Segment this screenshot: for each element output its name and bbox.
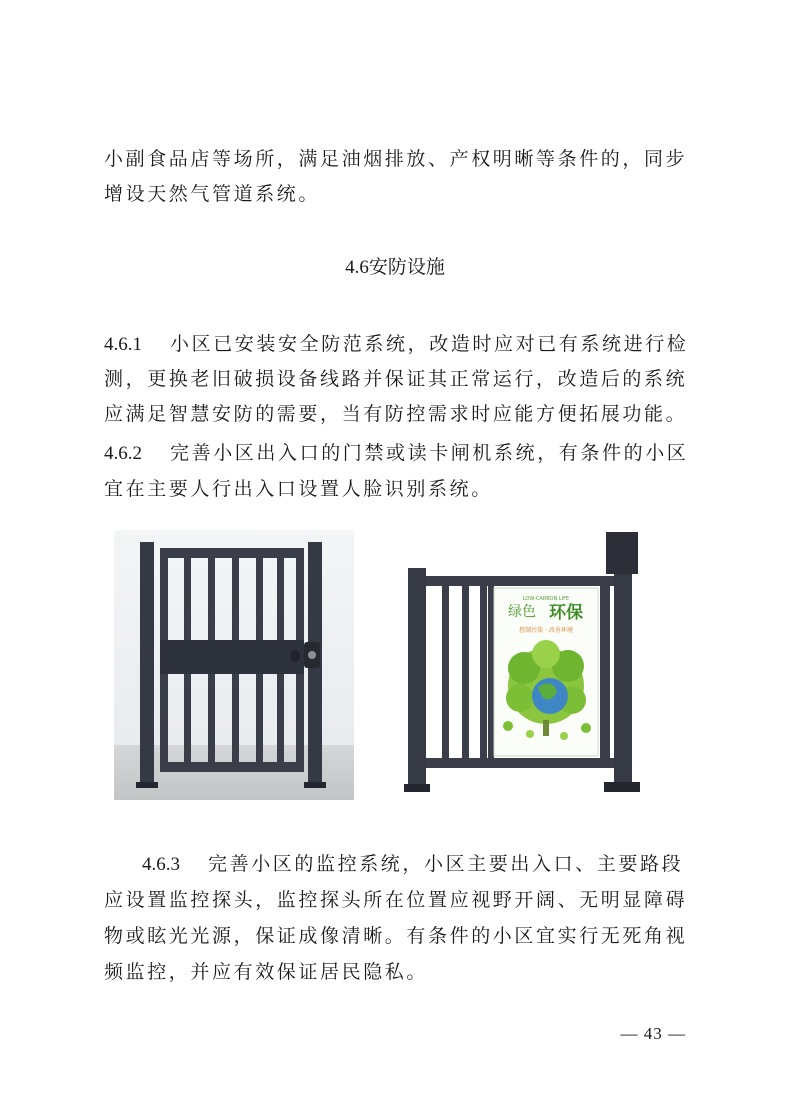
poster-subtitle: 控制污染 · 改善环境 <box>519 627 573 634</box>
clause-number: 4.6.1 <box>104 334 142 355</box>
section-heading <box>0 252 790 283</box>
access-gate-photo <box>114 530 354 800</box>
poster-title-left: 绿色 <box>508 604 536 620</box>
clause-4-6-3-line3: 物或眩光光源，保证成像清晰。有条件的小区宜实行无死角视 <box>104 925 688 947</box>
section-heading-title: 安防设施 <box>368 256 445 278</box>
clause-4-6-1-line2: 测，更换老旧破损设备线路并保证其正常运行，改造后的系统 <box>104 368 688 390</box>
clause-4-6-3-line1: 4.6.3 完善小区的监控系统，小区主要出入口、主要路段 <box>104 847 688 882</box>
clause-4-6-3-line2: 应设置监控探头，监控探头所在位置应视野开阔、无明显障碍 <box>104 889 688 911</box>
clause-4-6-2-line1: 4.6.2 完善小区出入口的门禁或读卡闸机系统，有条件的小区 <box>104 436 688 471</box>
card-reader-gate-photo <box>404 528 644 796</box>
clause-number: 4.6.2 <box>104 443 142 464</box>
paragraph-continued-line2: 增设天然气管道系统。 <box>104 183 321 205</box>
clause-number: 4.6.3 <box>142 854 180 875</box>
poster-title-right: 环保 <box>549 603 583 623</box>
clause-4-6-2-line2: 宜在主要人行出入口设置人脸识别系统。 <box>104 478 493 500</box>
clause-4-6-1-line1: 4.6.1 小区已安装安全防范系统，改造时应对已有系统进行检 <box>104 327 688 362</box>
clause-4-6-1-line3: 应满足智慧安防的需要，当有防控需求时应能方便拓展功能。 <box>104 403 688 425</box>
paragraph-continued-line1: 小副食品店等场所，满足油烟排放、产权明晰等条件的，同步 <box>104 148 688 170</box>
page-number: — 43 — <box>620 1024 686 1043</box>
poster-top-text: LOW-CARBON LIFE <box>522 596 570 602</box>
clause-4-6-3-line4: 频监控，并应有效保证居民隐私。 <box>104 961 429 983</box>
section-heading-number: 4.6 <box>345 257 369 278</box>
